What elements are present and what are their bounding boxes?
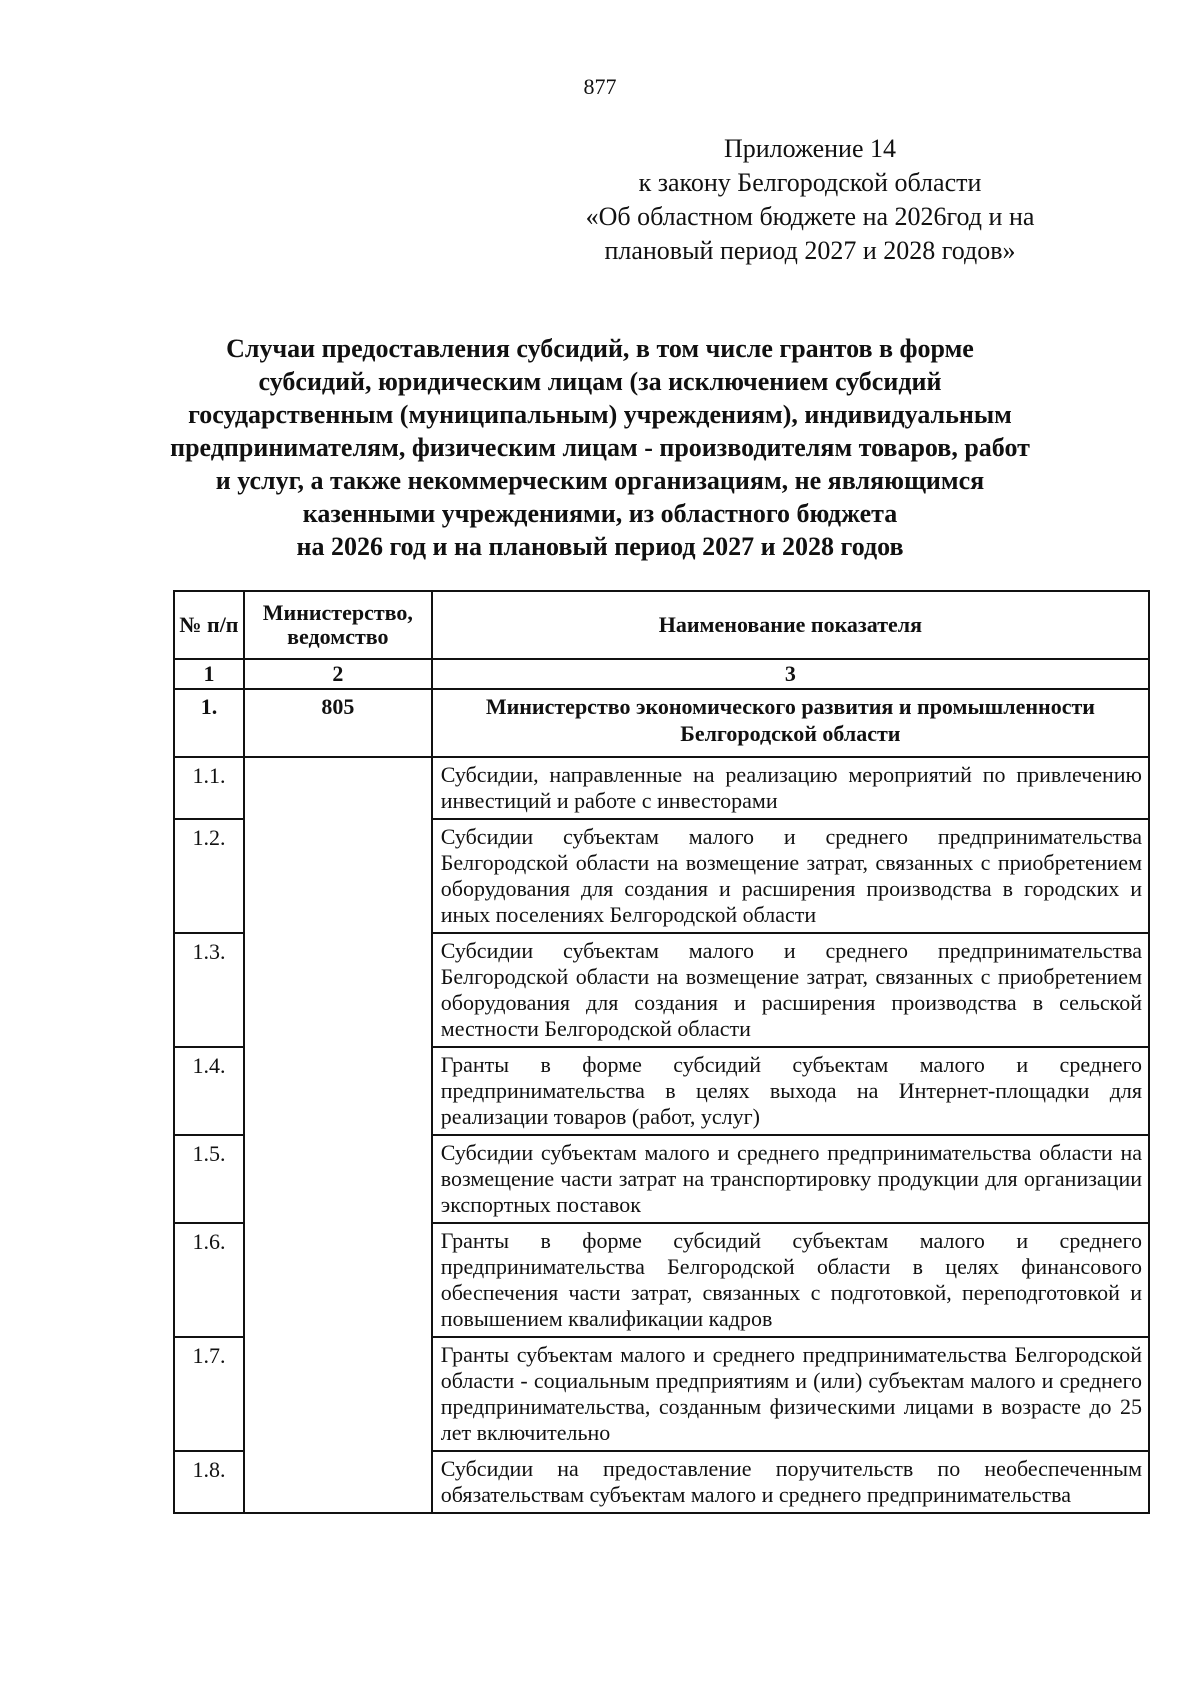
header-ministry: Министерство, ведомство xyxy=(244,591,432,659)
header-indicator-name: Наименование показателя xyxy=(432,591,1149,659)
row-name: Субсидии, направленные на реализацию мероприятий по привлечению инвестиций и работе с инвесторами xyxy=(432,757,1149,819)
title-line: государственным (муниципальным) учреждениям), индивидуальным xyxy=(188,400,1012,429)
ministry-code: 805 xyxy=(244,689,432,757)
title-line: субсидий, юридическим лицам (за исключением субсидий xyxy=(258,367,942,396)
row-num: 1.5. xyxy=(174,1135,244,1223)
column-index: 3 xyxy=(432,659,1149,689)
row-num: 1.2. xyxy=(174,819,244,933)
header-num: № п/п xyxy=(174,591,244,659)
subsidy-table xyxy=(173,590,1150,1514)
page-number: 877 xyxy=(583,74,617,99)
row-name: Субсидии на предоставление поручительств по необеспеченным обязательствам субъектам малого и среднего предпринимательства xyxy=(432,1451,1149,1513)
row-name: Гранты в форме субсидий субъектам малого и среднего предпринимательства в целях выхода на Интернет-площадки для реализации товаров (работ, услуг) xyxy=(432,1047,1149,1135)
column-index: 1 xyxy=(174,659,244,689)
ministry-num: 1. xyxy=(174,689,244,757)
ministry-span-cell xyxy=(244,757,432,1513)
title-line: и услуг, а также некоммерческим организациям, не являющимся xyxy=(215,466,985,495)
column-index-row xyxy=(174,659,1149,689)
title-line: на 2026 год и на плановый период 2027 и 2028 годов xyxy=(296,532,904,561)
appendix-line: «Об областном бюджете на 2026год и на xyxy=(585,202,1035,231)
row-name: Субсидии субъектам малого и среднего предпринимательства Белгородской области на возмещение затрат, связанных с приобретением оборудования для создания и расширения производства в городских и иных поселениях Белгородской области xyxy=(432,819,1149,933)
row-name: Гранты субъектам малого и среднего предпринимательства Белгородской области - социальным предприятиям и (или) субъектам малого и среднего предпринимательства, созданным физическими лицами в возрасте до 25 лет включительно xyxy=(432,1337,1149,1451)
row-num: 1.4. xyxy=(174,1047,244,1135)
row-name: Гранты в форме субсидий субъектам малого и среднего предпринимательства Белгородской области в целях финансового обеспечения части затрат, связанных с подготовкой, переподготовкой и повышением квалификации кадров xyxy=(432,1223,1149,1337)
row-name: Субсидии субъектам малого и среднего предпринимательства области на возмещение части затрат на транспортировку продукции для организации экспортных поставок xyxy=(432,1135,1149,1223)
appendix-line: к закону Белгородской области xyxy=(638,168,982,197)
row-name: Субсидии субъектам малого и среднего предпринимательства Белгородской области на возмещение затрат, связанных с приобретением оборудования для создания и расширения производства в сельской местности Белгородской области xyxy=(432,933,1149,1047)
title-line: предпринимателям, физическим лицам - производителям товаров, работ xyxy=(170,433,1030,462)
document-title xyxy=(150,332,1050,563)
table-row xyxy=(174,757,1149,819)
appendix-heading xyxy=(510,132,1110,268)
column-index: 2 xyxy=(244,659,432,689)
row-num: 1.1. xyxy=(174,757,244,819)
ministry-row xyxy=(174,689,1149,757)
appendix-line: Приложение 14 xyxy=(723,134,897,163)
ministry-name: Министерство экономического развития и промышленности Белгородской области xyxy=(432,689,1149,757)
title-line: казенными учреждениями, из областного бюджета xyxy=(302,499,898,528)
title-line: Случаи предоставления субсидий, в том числе грантов в форме xyxy=(226,334,974,363)
row-num: 1.8. xyxy=(174,1451,244,1513)
appendix-line: плановый период 2027 и 2028 годов» xyxy=(604,236,1016,265)
row-num: 1.6. xyxy=(174,1223,244,1337)
row-num: 1.3. xyxy=(174,933,244,1047)
table-header-row xyxy=(174,591,1149,659)
row-num: 1.7. xyxy=(174,1337,244,1451)
